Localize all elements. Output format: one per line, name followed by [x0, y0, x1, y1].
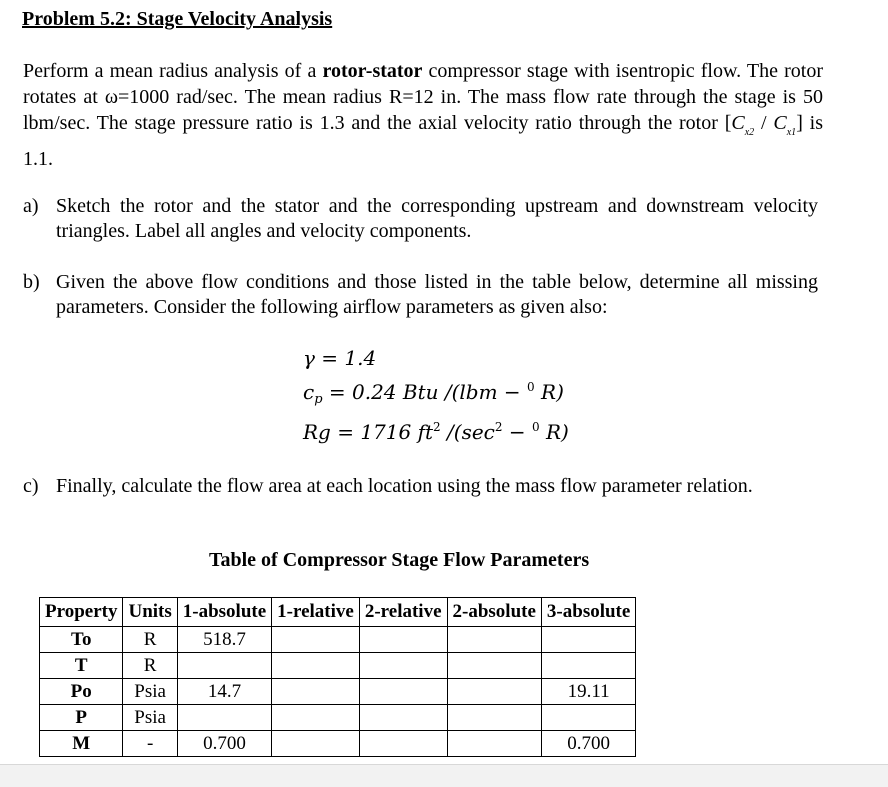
item-label: b) — [23, 271, 40, 293]
table-cell: R — [123, 653, 177, 679]
column-header: 1-relative — [272, 598, 360, 627]
table-row — [40, 731, 636, 757]
subscript-x2: x2 — [744, 127, 755, 138]
table-cell — [359, 627, 447, 653]
table-cell: Psia — [123, 679, 177, 705]
item-b — [23, 270, 818, 320]
velocity-symbol: C — [731, 112, 745, 134]
column-header: Property — [40, 598, 123, 627]
item-text: Given the above flow conditions and those listed in the table below, determine all missing parameters. Consider the following airflow parameters as given also: — [56, 271, 818, 318]
cp-subscript: p — [314, 392, 323, 407]
table-cell — [359, 679, 447, 705]
column-header: 2-absolute — [447, 598, 541, 627]
flow-parameters-table — [39, 597, 636, 757]
item-text: Finally, calculate the flow area at each location using the mass flow parameter relation. — [56, 475, 753, 497]
table-cell: 0.700 — [177, 731, 271, 757]
table-cell: 0.700 — [541, 731, 635, 757]
viewer-bottom-bar — [0, 764, 888, 787]
table-header-row — [40, 598, 636, 627]
table-row — [40, 679, 636, 705]
intro-bold-term: rotor-stator — [322, 60, 423, 82]
intro-text-1: Perform a mean radius analysis of a — [23, 60, 323, 82]
table-cell — [541, 627, 635, 653]
table-cell — [272, 679, 360, 705]
column-header: 3-absolute — [541, 598, 635, 627]
table-cell: R — [123, 627, 177, 653]
table-cell: 518.7 — [177, 627, 271, 653]
cp-symbol: c — [303, 380, 315, 404]
cp-value: = 0.24 Btu /(lbm − — [322, 380, 528, 404]
item-label: a) — [23, 195, 39, 217]
intro-text-2: compressor stage with isentropic flow. The rotor rotates at ω=1000 rad/sec. The mean radius R=12 in. The mass flow rate through the stage is 50 lbm/sec. The stage pressure ratio is 1.3 and the axial velocity ratio through the rotor [ — [23, 60, 823, 134]
table-cell — [177, 653, 271, 679]
table-cell: To — [40, 627, 123, 653]
table-cell — [447, 705, 541, 731]
item-c — [23, 474, 818, 499]
problem-title: Problem 5.2: Stage Velocity Analysis — [22, 8, 333, 30]
table-cell — [359, 705, 447, 731]
column-header: 1-absolute — [177, 598, 271, 627]
table-cell: - — [123, 731, 177, 757]
item-text: Sketch the rotor and the stator and the corresponding upstream and downstream velocity triangles. Label all angles and velocity components. — [56, 195, 818, 242]
table-cell: 14.7 — [177, 679, 271, 705]
table-cell — [447, 679, 541, 705]
table-cell — [359, 653, 447, 679]
table-cell — [541, 653, 635, 679]
column-header: Units — [123, 598, 177, 627]
table-row — [40, 653, 636, 679]
degree-mark: 0 — [532, 420, 540, 434]
rg-unit: /(sec — [440, 420, 495, 444]
item-label: c) — [23, 475, 39, 497]
intro-paragraph — [23, 58, 823, 172]
table-cell — [447, 627, 541, 653]
table-cell — [272, 705, 360, 731]
table-cell: M — [40, 731, 123, 757]
squared-mark: 2 — [433, 420, 441, 434]
rg-unit-end: R) — [539, 420, 569, 444]
table-cell — [272, 653, 360, 679]
table-row — [40, 705, 636, 731]
item-a — [23, 194, 818, 244]
ratio-slash: / — [754, 112, 774, 134]
table-cell: Psia — [123, 705, 177, 731]
table-cell — [177, 705, 271, 731]
rg-minus: − — [502, 420, 532, 444]
table-cell — [272, 627, 360, 653]
cp-unit-end: R) — [534, 380, 564, 404]
table-row — [40, 627, 636, 653]
rg-value: Rg = 1716 ft — [303, 420, 434, 444]
squared-mark: 2 — [494, 420, 503, 434]
table-cell: 19.11 — [541, 679, 635, 705]
table-cell: P — [40, 705, 123, 731]
degree-mark: 0 — [527, 380, 535, 394]
table-cell: T — [40, 653, 123, 679]
equation-rg — [303, 420, 569, 444]
equation-gamma: γ = 1.4 — [303, 346, 377, 370]
table-cell — [359, 731, 447, 757]
velocity-symbol: C — [773, 112, 787, 134]
table-cell — [541, 705, 635, 731]
subscript-x1: x1 — [786, 127, 797, 138]
table-title: Table of Compressor Stage Flow Parameters — [209, 549, 590, 571]
table-cell — [447, 731, 541, 757]
column-header: 2-relative — [359, 598, 447, 627]
equation-cp — [303, 380, 564, 407]
table-cell — [272, 731, 360, 757]
table-cell — [447, 653, 541, 679]
table-cell: Po — [40, 679, 123, 705]
intro-text-3: ] is 1.1. — [23, 112, 824, 170]
